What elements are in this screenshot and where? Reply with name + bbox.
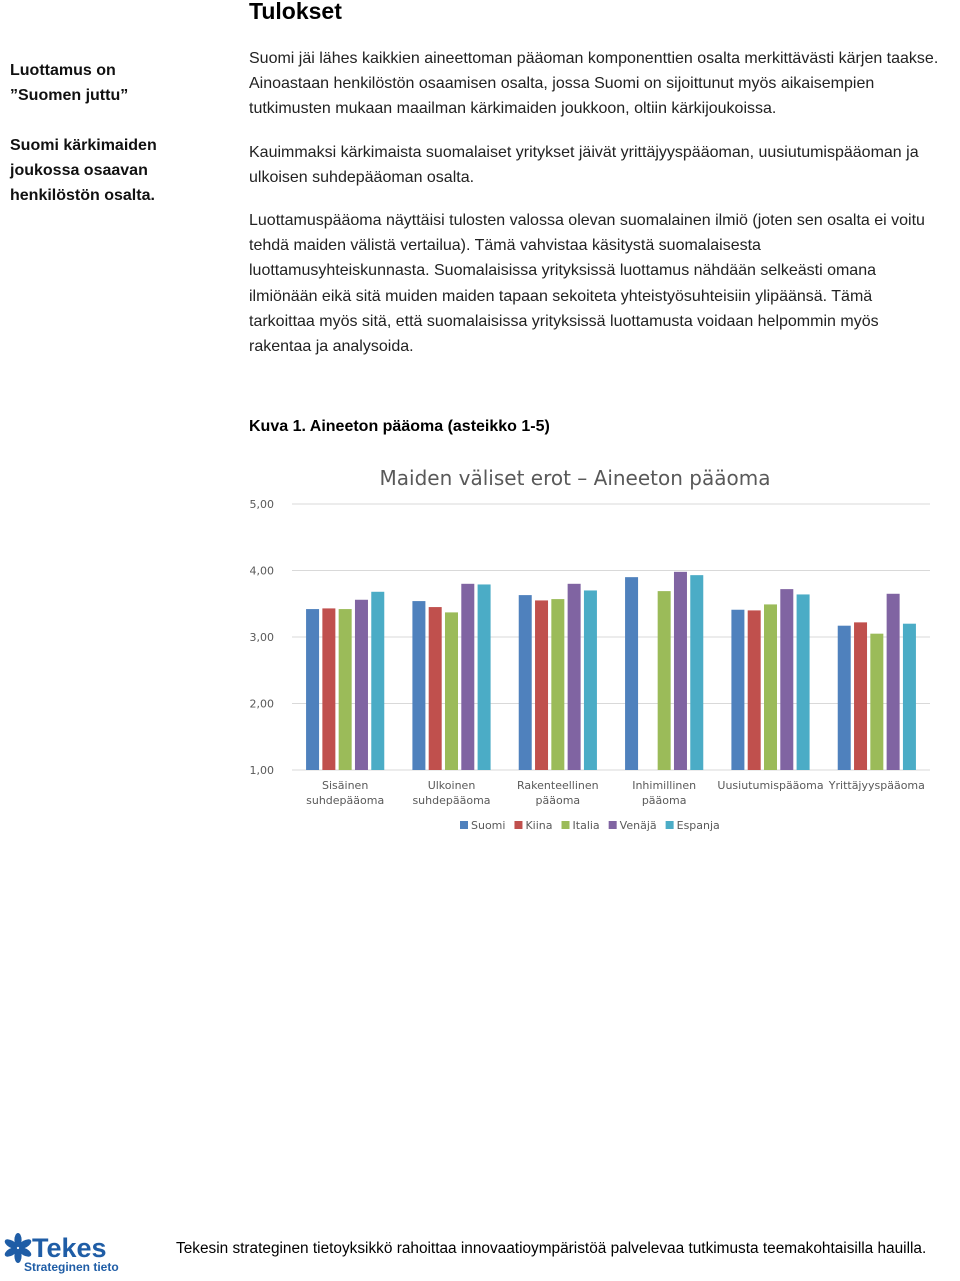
bar-kiina [854,622,867,770]
x-tick-label: Ulkoinen [427,779,476,792]
x-tick-label: suhdepääoma [306,794,385,807]
legend-label: Venäjä [619,819,657,832]
legend-label: Kiina [525,819,553,832]
y-tick-label: 5,00 [249,498,274,511]
bar-venäjä [780,589,793,770]
legend-swatch [514,821,522,829]
tekes-star-icon [3,1233,33,1263]
bar-espanja [797,594,810,770]
bar-venäjä [355,600,368,770]
bar-chart [230,455,940,850]
chart-legend [460,819,720,832]
x-tick-label: Yrittäjyyspääoma [828,779,925,792]
bar-espanja [371,592,384,770]
logo-wordmark: Tekes [32,1233,107,1263]
tekes-logo [2,1230,132,1276]
bar-suomi [731,610,744,770]
logo-subtext: Strateginen tieto [24,1260,119,1274]
legend-swatch [609,821,617,829]
bar-espanja [690,575,703,770]
bar-venäjä [674,572,687,770]
bar-espanja [478,584,491,770]
paragraph-2: Kauimmaksi kärkimaista suomalaiset yritykset jäivät yrittäjyyspääoman, uusiutumispääoman ja ulkoisen suhdepääoman osalta. [249,143,919,186]
legend-swatch [460,821,468,829]
bar-kiina [748,610,761,770]
bar-venäjä [887,594,900,770]
sidebar-note-trust: Luottamus on ”Suomen juttu” [10,62,129,104]
bar-italia [551,599,564,770]
bar-kiina [429,607,442,770]
figure-caption: Kuva 1. Aineeton pääoma (asteikko 1-5) [249,418,550,435]
legend-swatch [666,821,674,829]
y-tick-label: 2,00 [249,697,274,711]
legend-swatch [562,821,570,829]
bar-italia [339,609,352,770]
paragraph-3: Luottamuspääoma näyttäisi tulosten valossa olevan suomalainen ilmiö (joten sen osalta ei voitu tehdä maiden välistä vertailua). Tämä vahvistaa käsitystä suomalaisesta luottamusyhteiskunnasta. Suomalaisissa yrityksissä luottamus nähdään selkeästi omana ilmiönään eikä sitä muiden maiden tapaan sekoiteta yhteistyösuhteisiin ylipäänsä. Tämä tarkoittaa myös sitä, että suomalaisissa yrityksissä luottamusta voidaan helpommin myös rakentaa ja analysoida. [249,212,925,356]
bar-italia [445,612,458,770]
y-tick-label: 4,00 [249,564,274,578]
x-tick-label: Inhimillinen [632,779,697,792]
legend-label: Espanja [676,819,720,832]
paragraph-1: Suomi jäi lähes kaikkien aineettoman pääoman komponenttien osalta merkittävästi kärjen taakse. Ainoastaan henkilöstön osaamisen osalta, jossa Suomi on sijoittunut myös aikaisempien tutkimusten mukaan maailman kärkimaiden joukkoon, oltiin kärkijoukoissa. [249,50,939,118]
bar-kiina [535,600,548,770]
page-title: Tulokset [249,0,342,24]
bar-italia [764,604,777,770]
x-tick-label: Rakenteellinen [517,779,599,792]
y-tick-label: 3,00 [249,631,274,644]
x-tick-label: Sisäinen [322,779,369,792]
bar-kiina [322,608,335,770]
bar-espanja [903,624,916,770]
bar-espanja [584,590,597,770]
legend-label: Italia [572,819,600,832]
x-tick-label: suhdepääoma [412,794,491,807]
bar-venäjä [568,584,581,770]
bar-venäjä [461,584,474,770]
footer-text: Tekesin strateginen tietoyksikkö rahoittaa innovaatioympäristöä palvelevaa tutkimusta teemakohtaisilla hauilla. [176,1240,927,1257]
bar-suomi [306,609,319,770]
sidebar-note-skills: Suomi kärkimaiden joukossa osaavan henkilöstön osalta. [10,137,157,204]
results-text [249,46,939,377]
bar-suomi [519,595,532,770]
bar-suomi [412,601,425,770]
legend-label: Suomi [471,819,506,832]
bar-italia [658,591,671,770]
x-tick-label: pääoma [641,794,687,807]
bar-suomi [838,626,851,770]
x-tick-label: pääoma [535,794,581,807]
bar-italia [870,634,883,770]
y-tick-label: 1,00 [249,764,274,777]
x-tick-label: Uusiutumispääoma [717,779,824,792]
sidebar-notes [10,58,180,233]
chart-title: Maiden väliset erot – Aineeton pääoma [379,466,771,490]
bar-suomi [625,577,638,770]
